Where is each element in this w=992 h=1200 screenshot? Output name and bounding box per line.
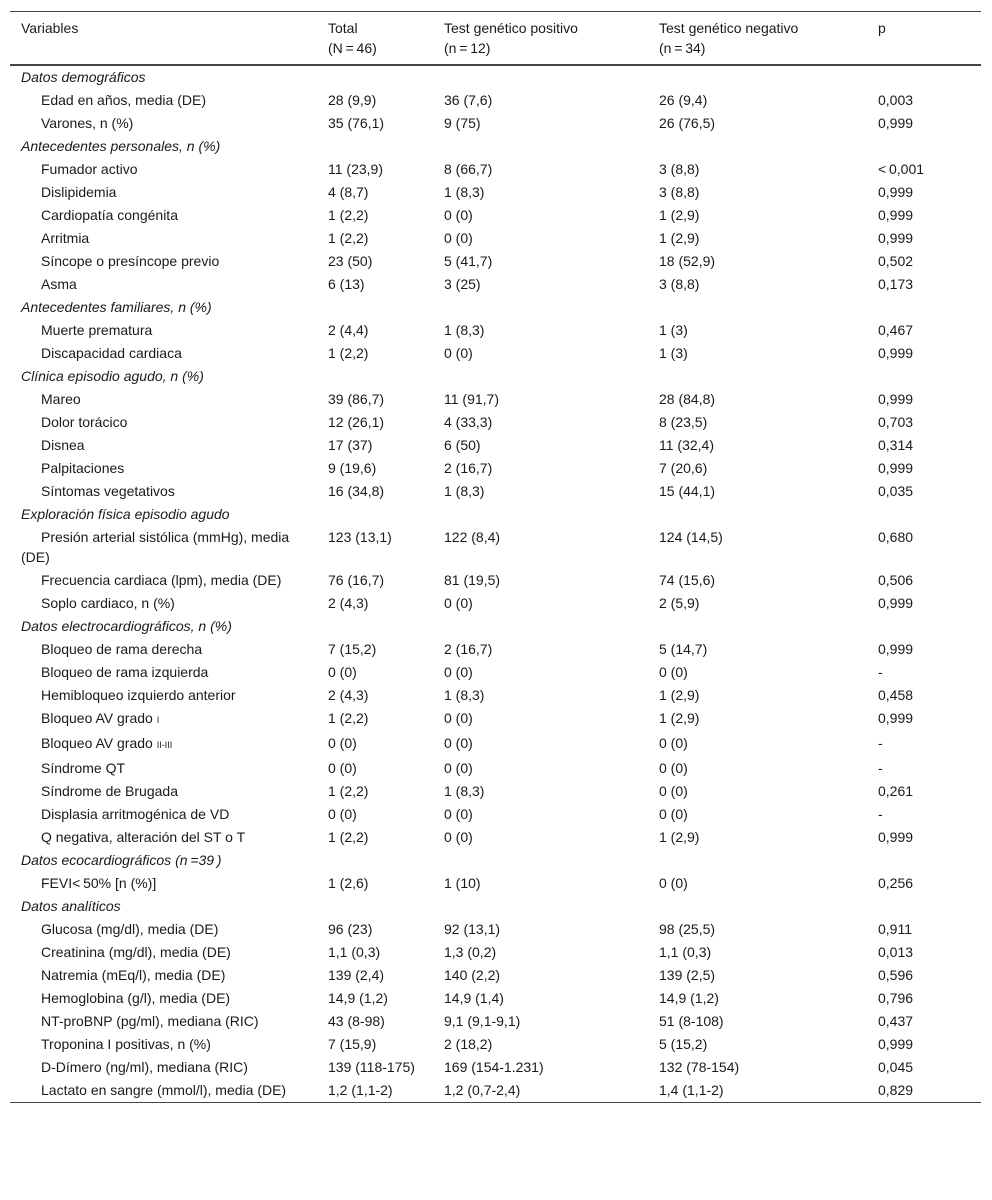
negative-cell: 28 (84,8) <box>659 391 716 407</box>
header-p: p <box>878 20 886 36</box>
table-row <box>10 388 981 411</box>
total-cell: 1 (2,2) <box>328 783 369 799</box>
total-cell: 2 (4,4) <box>328 322 369 338</box>
header-positive-n: (n = 12) <box>444 40 491 56</box>
total-cell: 7 (15,9) <box>328 1036 377 1052</box>
negative-cell: 1,4 (1,1-2) <box>659 1082 724 1098</box>
variable-label: Bloqueo AV grado <box>41 710 157 726</box>
roman-numeral: II-III <box>156 740 173 750</box>
variable-cell <box>10 780 317 803</box>
section-row <box>10 365 981 388</box>
total-cell: 39 (86,7) <box>328 391 385 407</box>
section-row <box>10 296 981 319</box>
positive-cell: 1 (10) <box>444 875 481 891</box>
total-cell: 1,2 (1,1-2) <box>328 1082 393 1098</box>
total-cell: 11 (23,9) <box>328 161 383 177</box>
p-value-cell: 0,999 <box>878 1036 914 1052</box>
p-value-cell: - <box>878 806 883 822</box>
positive-cell: 0 (0) <box>444 595 473 611</box>
variable-label: D-Dímero (ng/ml), mediana (RIC) <box>41 1059 248 1075</box>
variable-cell <box>10 592 317 615</box>
p-value-cell: - <box>878 664 883 680</box>
negative-cell: 1,1 (0,3) <box>659 944 712 960</box>
variable-label: Hemoglobina (g/l), media (DE) <box>41 990 231 1006</box>
table-row <box>10 457 981 480</box>
table-row <box>10 342 981 365</box>
table-row <box>10 826 981 849</box>
positive-cell: 122 (8,4) <box>444 529 501 545</box>
table-row <box>10 250 981 273</box>
table-row <box>10 732 981 757</box>
table-row <box>10 1079 981 1103</box>
variable-cell <box>10 227 317 250</box>
table-row <box>10 1033 981 1056</box>
variable-cell <box>10 941 317 964</box>
positive-cell: 1 (8,3) <box>444 783 485 799</box>
positive-cell: 2 (16,7) <box>444 460 493 476</box>
header-variables: Variables <box>21 20 79 36</box>
variable-cell <box>10 250 317 273</box>
variable-cell <box>10 273 317 296</box>
variable-cell <box>10 457 317 480</box>
table-row <box>10 1056 981 1079</box>
variable-cell <box>10 319 317 342</box>
positive-cell: 92 (13,1) <box>444 921 501 937</box>
table-row <box>10 273 981 296</box>
table-row <box>10 319 981 342</box>
section-title: Datos demográficos <box>21 69 146 85</box>
p-value-cell: 0,467 <box>878 322 914 338</box>
total-cell: 12 (26,1) <box>328 414 385 430</box>
p-value-cell: 0,506 <box>878 572 914 588</box>
negative-cell: 26 (76,5) <box>659 115 716 131</box>
variable-label: Troponina I positivas, n (%) <box>41 1036 211 1052</box>
variable-label: Dolor torácico <box>41 414 128 430</box>
variable-label: Glucosa (mg/dl), media (DE) <box>41 921 219 937</box>
variable-label: NT-proBNP (pg/ml), mediana (RIC) <box>41 1013 259 1029</box>
total-cell: 35 (76,1) <box>328 115 385 131</box>
total-cell: 2 (4,3) <box>328 687 369 703</box>
table-row <box>10 987 981 1010</box>
variable-label: FEVI< 50% [n (%)] <box>41 875 157 891</box>
positive-cell: 14,9 (1,4) <box>444 990 504 1006</box>
negative-cell: 1 (2,9) <box>659 829 700 845</box>
positive-cell: 2 (16,7) <box>444 641 493 657</box>
table-row <box>10 1010 981 1033</box>
variable-label: Bloqueo AV grado <box>41 735 157 751</box>
negative-cell: 0 (0) <box>659 875 688 891</box>
p-value-cell: 0,829 <box>878 1082 914 1098</box>
table-row <box>10 89 981 112</box>
variable-cell <box>10 526 317 569</box>
table-row <box>10 780 981 803</box>
total-cell: 23 (50) <box>328 253 373 269</box>
variable-label: Creatinina (mg/dl), media (DE) <box>41 944 231 960</box>
p-value-cell: < 0,001 <box>878 161 925 177</box>
total-cell: 43 (8-98) <box>328 1013 385 1029</box>
variable-label: Bloqueo de rama izquierda <box>41 664 209 680</box>
positive-cell: 2 (18,2) <box>444 1036 493 1052</box>
variable-cell <box>10 684 317 707</box>
header-negative: Test genético negativo (n = 34) <box>659 20 799 56</box>
p-value-cell: 0,999 <box>878 829 914 845</box>
section-row <box>10 65 981 89</box>
p-value-cell: 0,911 <box>878 921 912 937</box>
variable-label: Síndrome QT <box>41 760 126 776</box>
variable-cell <box>10 181 317 204</box>
variable-label: Displasia arritmogénica de VD <box>41 806 230 822</box>
total-cell: 76 (16,7) <box>328 572 385 588</box>
negative-cell: 8 (23,5) <box>659 414 708 430</box>
variable-cell <box>10 569 317 592</box>
positive-cell: 0 (0) <box>444 829 473 845</box>
positive-cell: 36 (7,6) <box>444 92 493 108</box>
positive-cell: 0 (0) <box>444 735 473 751</box>
variable-cell <box>10 732 317 757</box>
section-title: Antecedentes familiares, n (%) <box>21 299 212 315</box>
variable-label: Síntomas vegetativos <box>41 483 175 499</box>
table-container <box>10 11 981 1103</box>
variable-cell <box>10 987 317 1010</box>
negative-cell: 124 (14,5) <box>659 529 723 545</box>
p-value-cell: 0,999 <box>878 710 914 726</box>
total-cell: 0 (0) <box>328 760 357 776</box>
table-row <box>10 112 981 135</box>
variable-cell <box>10 1056 317 1079</box>
table-body <box>10 65 981 1103</box>
positive-cell: 6 (50) <box>444 437 481 453</box>
table-row <box>10 684 981 707</box>
p-value-cell: 0,437 <box>878 1013 914 1029</box>
p-value-cell: 0,999 <box>878 207 914 223</box>
p-value-cell: 0,999 <box>878 230 914 246</box>
positive-cell: 0 (0) <box>444 345 473 361</box>
negative-cell: 139 (2,5) <box>659 967 716 983</box>
variable-label: Palpitaciones <box>41 460 125 476</box>
section-title: Datos ecocardiográficos (n =39 ) <box>21 852 222 868</box>
negative-cell: 0 (0) <box>659 760 688 776</box>
p-value-cell: 0,796 <box>878 990 914 1006</box>
table-row <box>10 872 981 895</box>
section-row <box>10 849 981 872</box>
variable-cell <box>10 872 317 895</box>
table-row <box>10 757 981 780</box>
p-value-cell: 0,261 <box>878 783 914 799</box>
positive-cell: 5 (41,7) <box>444 253 493 269</box>
negative-cell: 1 (2,9) <box>659 710 700 726</box>
positive-cell: 9 (75) <box>444 115 481 131</box>
table-row <box>10 480 981 503</box>
total-cell: 96 (23) <box>328 921 373 937</box>
section-row <box>10 503 981 526</box>
positive-cell: 1 (8,3) <box>444 322 485 338</box>
variable-label: Disnea <box>41 437 85 453</box>
variable-cell <box>10 388 317 411</box>
positive-cell: 1 (8,3) <box>444 687 485 703</box>
total-cell: 17 (37) <box>328 437 373 453</box>
variable-label: Dislipidemia <box>41 184 117 200</box>
total-cell: 4 (8,7) <box>328 184 369 200</box>
p-value-cell: 0,999 <box>878 345 914 361</box>
section-title: Datos analíticos <box>21 898 121 914</box>
header-positive: Test genético positivo (n = 12) <box>444 20 578 56</box>
negative-cell: 18 (52,9) <box>659 253 716 269</box>
total-cell: 1 (2,2) <box>328 345 369 361</box>
p-value-cell: 0,035 <box>878 483 914 499</box>
section-title: Clínica episodio agudo, n (%) <box>21 368 204 384</box>
negative-cell: 11 (32,4) <box>659 437 714 453</box>
positive-cell: 0 (0) <box>444 760 473 776</box>
header-row <box>10 12 981 66</box>
p-value-cell: 0,999 <box>878 115 914 131</box>
negative-cell: 15 (44,1) <box>659 483 716 499</box>
positive-cell: 140 (2,2) <box>444 967 501 983</box>
variable-label: Q negativa, alteración del ST o T <box>41 829 246 845</box>
p-value-cell: 0,999 <box>878 641 914 657</box>
table-row <box>10 569 981 592</box>
p-value-cell: 0,999 <box>878 595 914 611</box>
p-value-cell: 0,003 <box>878 92 914 108</box>
roman-numeral: I <box>156 715 160 725</box>
table-header <box>10 12 981 66</box>
negative-cell: 51 (8-108) <box>659 1013 724 1029</box>
section-title: Antecedentes personales, n (%) <box>21 138 221 154</box>
p-value-cell: 0,458 <box>878 687 914 703</box>
table-row <box>10 941 981 964</box>
positive-cell: 81 (19,5) <box>444 572 501 588</box>
positive-cell: 8 (66,7) <box>444 161 493 177</box>
total-cell: 1 (2,2) <box>328 230 369 246</box>
total-cell: 139 (2,4) <box>328 967 385 983</box>
variable-label: Muerte prematura <box>41 322 153 338</box>
negative-cell: 98 (25,5) <box>659 921 716 937</box>
variable-cell <box>10 757 317 780</box>
variable-cell <box>10 707 317 732</box>
negative-cell: 3 (8,8) <box>659 276 700 292</box>
variable-cell <box>10 1010 317 1033</box>
p-value-cell: 0,596 <box>878 967 914 983</box>
table-row <box>10 592 981 615</box>
total-cell: 0 (0) <box>328 664 357 680</box>
variable-cell <box>10 964 317 987</box>
header-negative-n: (n = 34) <box>659 40 706 56</box>
p-value-cell: 0,999 <box>878 460 914 476</box>
positive-cell: 0 (0) <box>444 806 473 822</box>
table-row <box>10 964 981 987</box>
negative-cell: 5 (14,7) <box>659 641 708 657</box>
positive-cell: 0 (0) <box>444 664 473 680</box>
table-row <box>10 638 981 661</box>
positive-cell: 0 (0) <box>444 230 473 246</box>
variable-cell <box>10 661 317 684</box>
total-cell: 1 (2,2) <box>328 829 369 845</box>
variable-cell <box>10 342 317 365</box>
p-value-cell: 0,999 <box>878 184 914 200</box>
negative-cell: 1 (2,9) <box>659 207 700 223</box>
table-row <box>10 661 981 684</box>
negative-cell: 14,9 (1,2) <box>659 990 719 1006</box>
table-row <box>10 707 981 732</box>
negative-cell: 3 (8,8) <box>659 184 700 200</box>
total-cell: 2 (4,3) <box>328 595 369 611</box>
negative-cell: 5 (15,2) <box>659 1036 708 1052</box>
negative-cell: 7 (20,6) <box>659 460 708 476</box>
p-value-cell: 0,013 <box>878 944 914 960</box>
p-value-cell: - <box>878 760 883 776</box>
variable-label: Fumador activo <box>41 161 138 177</box>
positive-cell: 1 (8,3) <box>444 483 485 499</box>
positive-cell: 11 (91,7) <box>444 391 499 407</box>
variable-label: Discapacidad cardiaca <box>41 345 182 361</box>
p-value-cell: 0,999 <box>878 391 914 407</box>
variable-cell <box>10 918 317 941</box>
p-value-cell: 0,703 <box>878 414 914 430</box>
variable-label: Hemibloqueo izquierdo anterior <box>41 687 236 703</box>
negative-cell: 0 (0) <box>659 806 688 822</box>
table-row <box>10 434 981 457</box>
variable-label: Frecuencia cardiaca (lpm), media (DE) <box>41 572 282 588</box>
table-row <box>10 181 981 204</box>
table-row <box>10 526 981 569</box>
p-value-cell: 0,256 <box>878 875 914 891</box>
total-cell: 6 (13) <box>328 276 365 292</box>
total-cell: 1 (2,6) <box>328 875 369 891</box>
variable-cell <box>10 158 317 181</box>
negative-cell: 1 (3) <box>659 322 688 338</box>
total-cell: 1 (2,2) <box>328 207 369 223</box>
variable-label: Arritmia <box>41 230 90 246</box>
p-value-cell: 0,045 <box>878 1059 914 1075</box>
total-cell: 139 (118-175) <box>328 1059 415 1075</box>
header-total-n: (N = 46) <box>328 40 377 56</box>
variable-cell <box>10 803 317 826</box>
table-row <box>10 918 981 941</box>
section-title: Exploración física episodio agudo <box>21 506 230 522</box>
section-row <box>10 135 981 158</box>
positive-cell: 1 (8,3) <box>444 184 485 200</box>
total-cell: 1 (2,2) <box>328 710 369 726</box>
negative-cell: 3 (8,8) <box>659 161 700 177</box>
total-cell: 7 (15,2) <box>328 641 377 657</box>
positive-cell: 0 (0) <box>444 710 473 726</box>
p-value-cell: 0,173 <box>878 276 914 292</box>
section-row <box>10 895 981 918</box>
variable-label: Varones, n (%) <box>41 115 134 131</box>
p-value-cell: 0,314 <box>878 437 914 453</box>
variable-cell <box>10 480 317 503</box>
p-value-cell: - <box>878 735 883 751</box>
negative-cell: 1 (3) <box>659 345 688 361</box>
table-row <box>10 227 981 250</box>
total-cell: 0 (0) <box>328 806 357 822</box>
positive-cell: 169 (154-1.231) <box>444 1059 544 1075</box>
table-row <box>10 803 981 826</box>
clinical-characteristics-table <box>10 11 981 1103</box>
total-cell: 16 (34,8) <box>328 483 385 499</box>
variable-label: Natremia (mEq/l), media (DE) <box>41 967 226 983</box>
variable-cell <box>10 1079 317 1103</box>
section-title: Datos electrocardiográficos, n (%) <box>21 618 232 634</box>
positive-cell: 4 (33,3) <box>444 414 493 430</box>
variable-cell <box>10 638 317 661</box>
negative-cell: 132 (78-154) <box>659 1059 740 1075</box>
section-row <box>10 615 981 638</box>
variable-cell <box>10 1033 317 1056</box>
negative-cell: 74 (15,6) <box>659 572 716 588</box>
positive-cell: 1,3 (0,2) <box>444 944 497 960</box>
negative-cell: 1 (2,9) <box>659 687 700 703</box>
total-cell: 28 (9,9) <box>328 92 377 108</box>
negative-cell: 0 (0) <box>659 735 688 751</box>
total-cell: 9 (19,6) <box>328 460 377 476</box>
variable-label: Cardiopatía congénita <box>41 207 178 223</box>
p-value-cell: 0,502 <box>878 253 914 269</box>
negative-cell: 0 (0) <box>659 783 688 799</box>
variable-cell <box>10 434 317 457</box>
negative-cell: 1 (2,9) <box>659 230 700 246</box>
total-cell: 14,9 (1,2) <box>328 990 388 1006</box>
variable-cell <box>10 411 317 434</box>
variable-label: Edad en años, media (DE) <box>41 92 206 108</box>
positive-cell: 0 (0) <box>444 207 473 223</box>
header-total: Total (N = 46) <box>328 20 377 56</box>
p-value-cell: 0,680 <box>878 529 914 545</box>
variable-label: Soplo cardiaco, n (%) <box>41 595 175 611</box>
variable-label: Síndrome de Brugada <box>41 783 178 799</box>
total-cell: 1,1 (0,3) <box>328 944 381 960</box>
negative-cell: 2 (5,9) <box>659 595 700 611</box>
variable-cell <box>10 826 317 849</box>
variable-label: Mareo <box>41 391 81 407</box>
positive-cell: 9,1 (9,1-9,1) <box>444 1013 521 1029</box>
variable-label: Presión arterial sistólica (mmHg), media (DE) <box>21 529 290 565</box>
variable-label: Bloqueo de rama derecha <box>41 641 203 657</box>
variable-cell <box>10 89 317 112</box>
variable-label: Asma <box>41 276 77 292</box>
total-cell: 0 (0) <box>328 735 357 751</box>
table-row <box>10 411 981 434</box>
positive-cell: 3 (25) <box>444 276 481 292</box>
variable-label: Síncope o presíncope previo <box>41 253 220 269</box>
variable-cell <box>10 204 317 227</box>
total-cell: 123 (13,1) <box>328 529 392 545</box>
variable-label: Lactato en sangre (mmol/l), media (DE) <box>41 1082 287 1098</box>
variable-cell <box>10 112 317 135</box>
negative-cell: 26 (9,4) <box>659 92 708 108</box>
table-row <box>10 204 981 227</box>
negative-cell: 0 (0) <box>659 664 688 680</box>
positive-cell: 1,2 (0,7-2,4) <box>444 1082 521 1098</box>
table-row <box>10 158 981 181</box>
